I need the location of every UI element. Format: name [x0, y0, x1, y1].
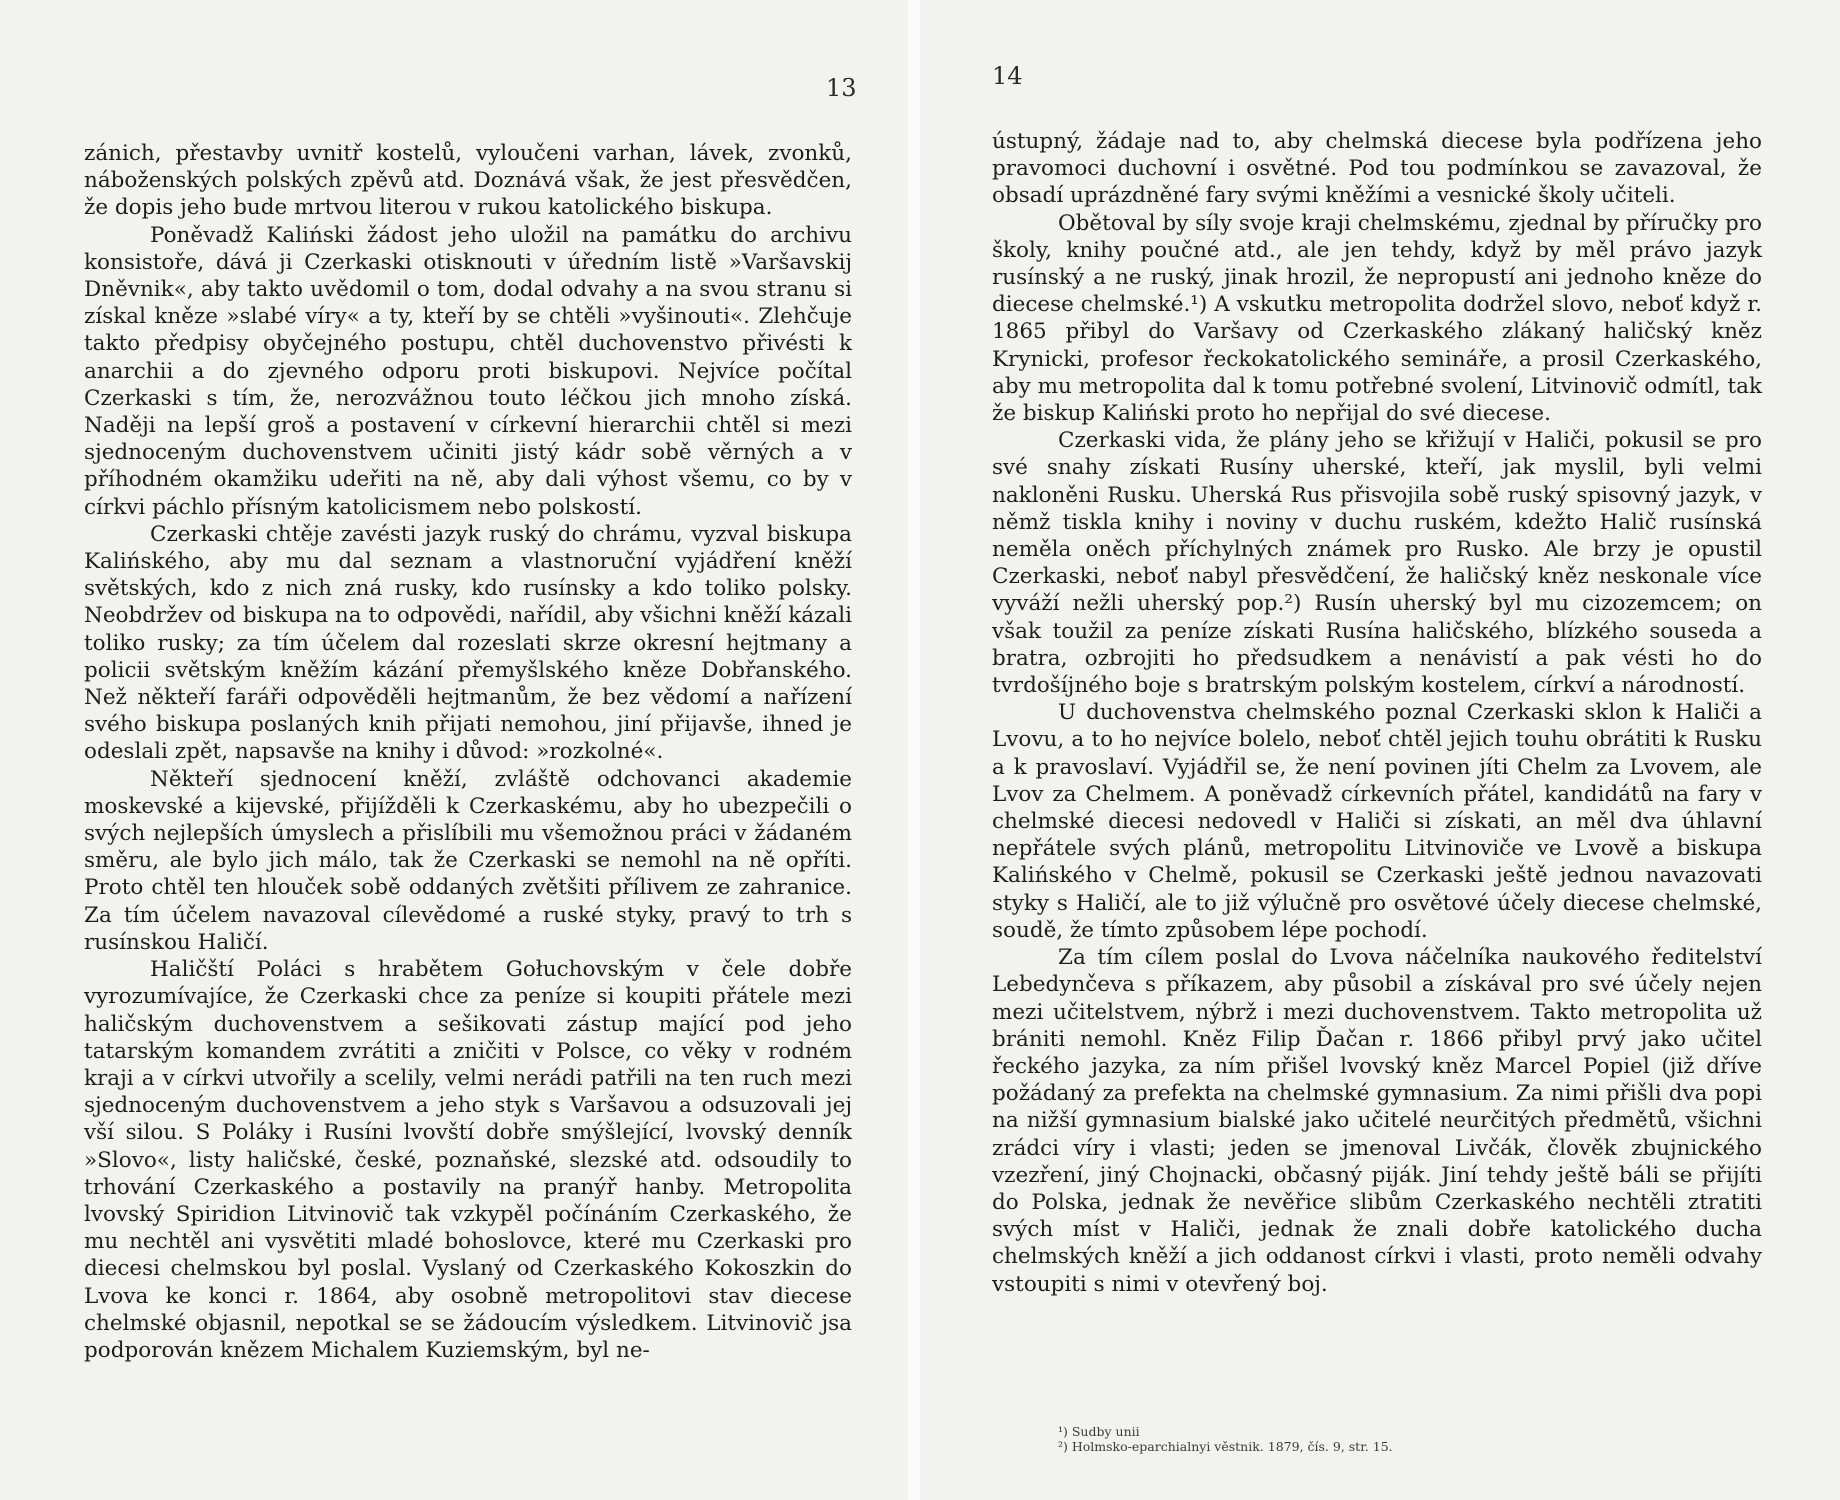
paragraph: Za tím cílem poslal do Lvova náčelníka naukového ředitelství Lebedynčeva s příkazem, aby působil a získával pro své účely nejen mezi učitelstvem, nýbrž i mezi duchovenstvem. Takto metropolita už brániti nemohl. Kněz Filip Ďačan r. 1866 přibyl prvý jako učitel řeckého jazyka, za ním přišel lvovský kněz Marcel Popiel (již dříve požádaný za prefekta na chelmské gymnasium. Za nimi přišli dva popi na nižší gymnasium bialské jako učitelé neurčitých předmětů, všichni zrádci víry i vlasti; jeden se jmenoval Livčák, člověk zbujnického vzezření, jiný Chojnacki, občasný piják. Jiní tehdy ještě báli se přijíti do Polska, jednak že nevěřice slibům Czerkaského nechtěli ztratiti svých míst v Haliči, jednak že znali dobře katolického ducha chelmských kněží a jich oddanost církvi i vlasti, proto neměli odvahy vstoupiti s nimi v otevřený boj.: [992, 945, 1762, 1297]
paragraph: Poněvadž Kaliński žádost jeho uložil na památku do archivu konsistoře, dává ji Czerkaski otisknouti v úředním listě »Varšavskij Dněvnik«, aby takto uvědomil o tom, dodal odvahy a na svou stranu si získal kněze »slabé víry« a ty, kteří by se chtěli »vyšinouti«. Zlehčuje takto předpisy obyčejného postupu, chtěl duchovenstvo přivésti k anarchii a do zjevného odporu proti biskupovi. Nejvíce počítal Czerkaski s tím, že, nerozvážnou touto léčkou jich mnoho získá. Naději na lepší groš a postavení v církevní hierarchii chtěl si mezi sjednoceným duchovenstvem učiniti jistý kádr sobě věrných a v příhodném okamžiku udeřiti na ně, aby dali výhost všemu, co by v církvi páchlo přísným katolicismem nebo polskostí.: [84, 222, 852, 520]
right-page: [920, 0, 1840, 1500]
paragraph: Někteří sjednocení kněží, zvláště odchovanci akademie moskevské a kijevské, přijížděli k Czerkaskému, aby ho ubezpečili o svých nejlepších úmyslech a přislíbili mu všemožnou práci v žádaném směru, ale bylo jich málo, tak že Czerkaski se nemohl na ně opříti. Proto chtěl ten hlouček sobě oddaných zvětšiti přílivem ze zahranice. Za tím účelem navazoval cílevědomé a ruské styky, pravý to trh s rusínskou Haličí.: [84, 766, 852, 955]
page-number: 14: [992, 62, 1023, 90]
footnote: ²) Holmsko-eparchialnyi věstnik. 1879, čís. 9, str. 15.: [1058, 1439, 1393, 1454]
footnotes: [1058, 1424, 1738, 1454]
body-text: [84, 140, 852, 1364]
paragraph: U duchovenstva chelmského poznal Czerkaski sklon k Haliči a Lvovu, a to ho nejvíce bolelo, neboť chtěl jejich touhu obrátiti k Rusku a k pravoslaví. Vyjádřil se, že není povinen jíti Chelm za Lvovem, ale Lvov za Chelmem. A poněvadž církevních přátel, kandidátů na fary v chelmské diecesi nedovedl v Haliči si získati, an měl dva úhlavní nepřátele svých plánů, metropolitu Litvinoviče ve Lvově a biskupa Kalińského v Chelmě, pokusil se Czerkaski ještě jednou navazovati styky s Haličí, ale to již výlučně pro osvětové účely diecese chelmské, soudě, že tímto způsobem lépe pochodí.: [992, 700, 1762, 943]
page-number: 13: [826, 74, 857, 102]
footnote: ¹) Sudby unii: [1058, 1424, 1140, 1439]
paragraph: Czerkaski vida, že plány jeho se křižují v Haliči, pokusil se pro své snahy získati Rusíny uherské, kteří, jak myslil, byli velmi nakloněni Rusku. Uherská Rus přisvojila sobě ruský spisovný jazyk, v němž tiskla knihy i noviny v duchu ruském, kdežto Halič rusínská neměla oněch příchylných známek pro Rusko. Ale brzy je opustil Czerkaski, neboť nabyl přesvědčení, že haličský kněz neskonale více vyváží nežli uherský pop.²) Rusín uherský byl mu cizozemcem; on však toužil za peníze získati Rusína haličského, blízkého souseda a bratra, ozbrojiti ho předsudkem a nenávistí a pak vésti ho do tvrdošíjného boje s bratrským polským kostelem, církví a národností.: [992, 428, 1762, 699]
paragraph: ústupný, žádaje nad to, aby chelmská diecese byla podřízena jeho pravomoci duchovní i osvětné. Pod tou podmínkou se zavazoval, že obsadí uprázdněné fary svými kněžími a vesnické školy učiteli.: [992, 129, 1762, 209]
paragraph: Haličští Poláci s hrabětem Gołuchovským v čele dobře vyrozumívajíce, že Czerkaski chce za peníze si koupiti přátele mezi haličským duchovenstvem a sešikovati zástup mající pod jeho tatarským komandem zvrátiti a zničiti v Polsce, co věky v rodném kraji a v církvi utvořily a scelily, velmi nerádi patřili na ten ruch mezi sjednoceným duchovenstvem a jeho styk s Varšavou a odsuzovali jej vší silou. S Poláky i Rusíni lvovští dobře smýšlející, lvovský denník »Slovo«, listy haličské, české, poznaňské, slezské atd. odsoudily to trhování Czerkaského a postavily na pranýř hanby. Metropolita lvovský Spiridion Litvinovič tak vzkypěl počínáním Czerkaského, že mu nechtěl ani vysvětiti mladé bohoslovce, které mu Czerkaski pro diecesi chelmskou byl poslal. Vyslaný od Czerkaského Kokoszkin do Lvova ke konci r. 1864, aby osobně metropolitovi stav diecese chelmské objasnil, nepotkal se se žádoucím výsledkem. Litvinovič jsa podporován knězem Michalem Kuziemským, byl ne-: [84, 957, 852, 1363]
paragraph: Czerkaski chtěje zavésti jazyk ruský do chrámu, vyzval biskupa Kalińského, aby mu dal seznam a vlastnoruční vyjádření kněží světských, kdo z nich zná rusky, kdo rusínsky a kdo toliko polsky. Neobdržev od biskupa na to odpovědi, nařídil, aby všichni kněží kázali toliko rusky; za tím účelem dal rozeslati skrze okresní hejtmany a policii světským kněžím kázání přemyšlského kněze Dobřanského. Než někteří faráři odpověděli hejtmanům, že bez vědomí a nařízení svého biskupa poslaných knih přijati nemohou, jiní přijavše, ihned je odeslali zpět, napsavše na knihy i důvod: »rozkolné«.: [84, 521, 852, 765]
body-text: [992, 128, 1762, 1298]
paragraph: Obětoval by síly svoje kraji chelmskému, zjednal by příručky pro školy, knihy poučné atd., ale jen tehdy, když by měl právo jazyk rusínský a ne ruský, jinak hrozil, že nepropustí ani jednoho kněze do diecese chelmské.¹) A vskutku metropolita dodržel slovo, neboť když r. 1865 přibyl do Varšavy od Czerkaského zlákaný haličský kněz Krynicki, profesor řeckokatolického semináře, a prosil Czerkaského, aby mu metropolita dal k tomu potřebné svolení, Litvinovič odmítl, tak že biskup Kaliński proto ho nepřijal do své diecese.: [992, 210, 1762, 427]
gutter: [908, 0, 920, 1500]
paragraph: zánich, přestavby uvnitř kostelů, vyloučeni varhan, lávek, zvonků, náboženských polských zpěvů atd. Doznává však, že jest přesvědčen, že dopis jeho bude mrtvou literou v rukou katolického biskupa.: [84, 141, 852, 221]
left-page: [0, 0, 908, 1500]
